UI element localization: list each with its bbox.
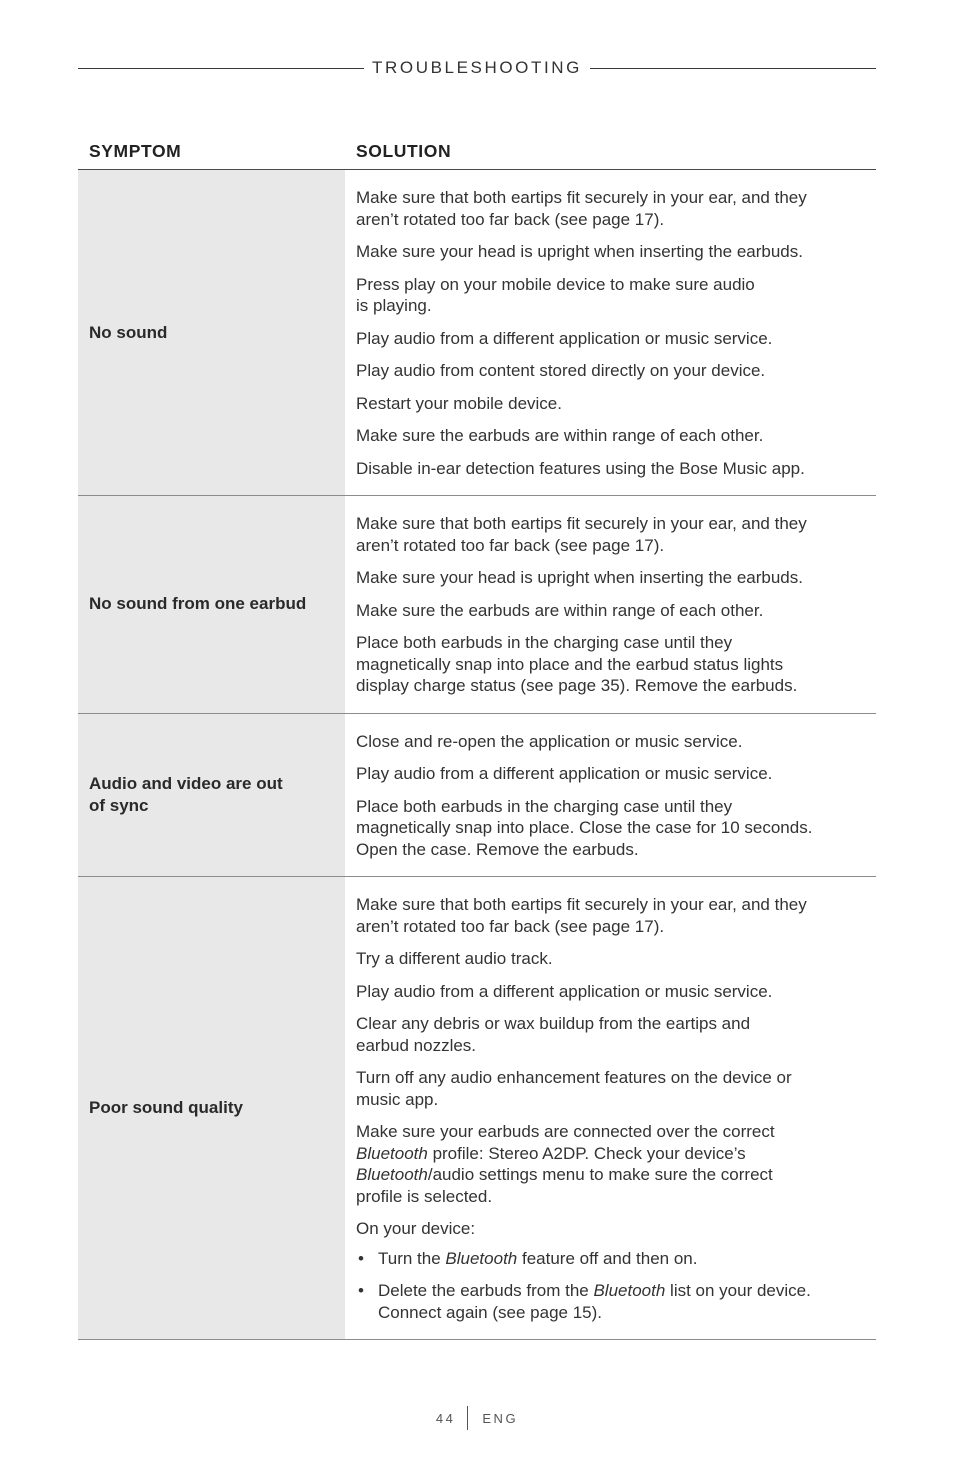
- section-header: [78, 56, 876, 80]
- solution-item: Turn off any audio enhancement features on the device or music app.: [356, 1068, 792, 1109]
- header-rule-right: [590, 68, 876, 69]
- bullet: •: [358, 1248, 364, 1268]
- solution-item: Clear any debris or wax buildup from the eartips and earbud nozzles.: [356, 1014, 751, 1055]
- table-row: [78, 714, 876, 878]
- symptom-cell: No sound: [78, 170, 345, 495]
- footer-divider: [467, 1406, 468, 1430]
- solution-item: Play audio from a different application or music service.: [356, 328, 773, 348]
- symptom-cell: Poor sound quality: [78, 877, 345, 1339]
- page-footer: [0, 1406, 954, 1430]
- language-label: ENG: [482, 1410, 519, 1426]
- table-header: [78, 132, 876, 170]
- solution-cell: [345, 496, 876, 713]
- solution-item: Place both earbuds in the charging case until they magnetically snap into place. Close the case for 10 seconds. Open the case. Remove the earbuds.: [356, 796, 813, 859]
- symptom-cell: Audio and video are out of sync: [78, 714, 345, 877]
- solution-item: Make sure that both eartips fit securely in your ear, and they aren’t rotated too far back (see page 17).: [356, 514, 807, 555]
- list-item: • Turn the Bluetooth feature off and then on.: [358, 1248, 698, 1268]
- solution-item: Make sure the earbuds are within range of each other.: [356, 600, 764, 620]
- symptom-cell: No sound from one earbud: [78, 496, 345, 713]
- list-item: • Delete the earbuds from the Bluetooth list on your device. Connect again (see page 15).: [358, 1281, 811, 1322]
- section-title: TROUBLESHOOTING: [372, 58, 582, 77]
- table-row: [78, 496, 876, 714]
- solution-item: Play audio from a different application or music service.: [356, 981, 773, 1001]
- solution-item: On your device:: [356, 1219, 476, 1238]
- solution-cell: [345, 170, 876, 495]
- solution-item: Make sure that both eartips fit securely in your ear, and they aren’t rotated too far back (see page 17).: [356, 895, 807, 936]
- solution-item: Place both earbuds in the charging case until they magnetically snap into place and the earbud status lights display charge status (see page 35). Remove the earbuds.: [356, 633, 798, 695]
- solution-cell: [345, 877, 876, 1339]
- device-steps-list: [356, 1248, 876, 1324]
- solution-item: Try a different audio track.: [356, 949, 553, 968]
- table-row: [78, 877, 876, 1340]
- bullet: •: [358, 1281, 364, 1300]
- table-row: [78, 170, 876, 496]
- symptom-column-header: SYMPTOM: [89, 141, 182, 161]
- troubleshooting-table: [78, 132, 876, 1340]
- solution-item: Press play on your mobile device to make sure audio is playing.: [356, 274, 755, 315]
- solution-item: Close and re-open the application or music service.: [356, 731, 743, 751]
- solution-item: Make sure your earbuds are connected over the correct Bluetooth profile: Stereo A2DP. Check your device’s Bluetooth/audio settings menu to make sure the correct profile is selected.: [356, 1122, 775, 1206]
- solution-item: Make sure the earbuds are within range of each other.: [356, 426, 764, 445]
- solution-item: Disable in-ear detection features using the Bose Music app.: [356, 458, 805, 478]
- solution-cell: [345, 714, 876, 877]
- page-number: 44: [435, 1410, 456, 1426]
- solution-item: Make sure your head is upright when inserting the earbuds.: [356, 242, 803, 261]
- solution-item: Make sure your head is upright when inserting the earbuds.: [356, 568, 803, 587]
- header-rule-left: [78, 68, 364, 69]
- solution-item: Restart your mobile device.: [356, 393, 562, 413]
- solution-item: Play audio from a different application or music service.: [356, 764, 773, 783]
- solution-item: Make sure that both eartips fit securely in your ear, and they aren’t rotated too far back (see page 17).: [356, 188, 807, 229]
- solution-item: Play audio from content stored directly on your device.: [356, 361, 766, 380]
- solution-column-header: SOLUTION: [356, 141, 452, 161]
